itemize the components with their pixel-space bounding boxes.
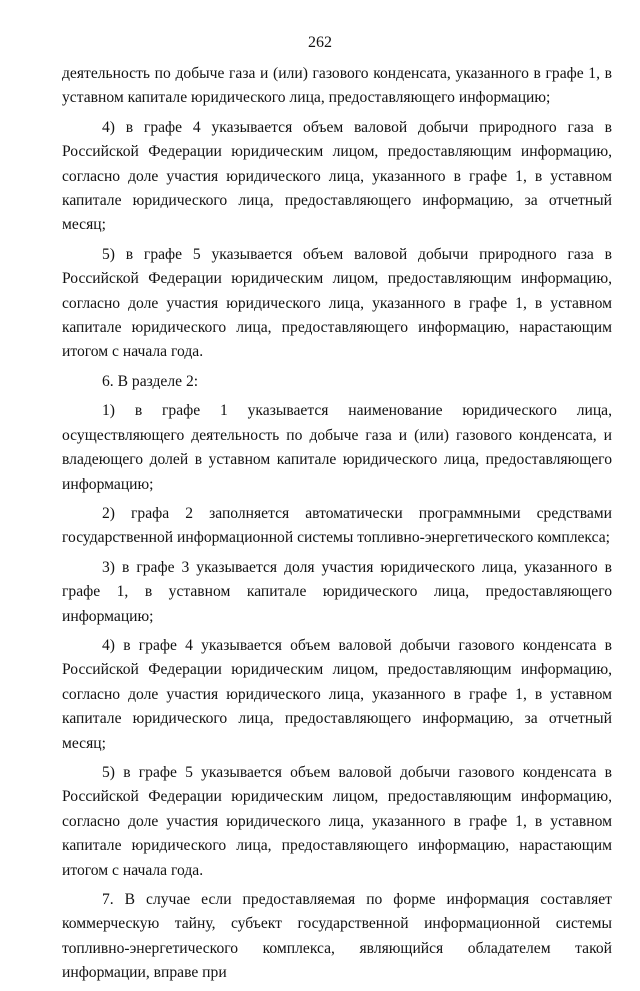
paragraph-section-7: 7. В случае если предоставляемая по форме информация составляет коммерческую тайну, субъект государственной информационной системы топливно-энергетического комплекса, являющийся обладателем такой информации, вправе при <box>62 891 612 982</box>
paragraph-item-3-section-2: 3) в графе 3 указывается доля участия юридического лица, указанного в графе 1, в уставном капитале юридического лица, предоставляющего информацию; <box>62 558 612 625</box>
paragraph-item-2-section-2: 2) графа 2 заполняется автоматически программными средствами государственной информационной системы топливно-энергетического комплекса; <box>62 504 612 547</box>
page-number: 262 <box>308 34 332 51</box>
paragraph-section-6-heading: 6. В разделе 2: <box>102 372 199 390</box>
paragraph-item-5-condensate: 5) в графе 5 указывается объем валовой добычи газового конденсата в Российской Федерации юридическим лицом, предоставляющим информацию, согласно доле участия юридического лица, указанного в графе 1, в уставном капитале юридического лица, предоставляющего информацию, нарастающим итогом с начала года. <box>62 763 612 879</box>
paragraph-continuation: деятельность по добыче газа и (или) газового конденсата, указанного в графе 1, в уставном капитале юридического лица, предоставляющего информацию; <box>62 65 612 107</box>
paragraph-item-1-section-2: 1) в графе 1 указывается наименование юридического лица, осуществляющего деятельность по добыче газа и (или) газового конденсата, и владеющего долей в уставном капитале юридического лица, предоставляющего информацию; <box>62 402 612 493</box>
paragraph-item-4-condensate: 4) в графе 4 указывается объем валовой добычи газового конденсата в Российской Федерации юридическим лицом, предоставляющим информацию, согласно доле участия юридического лица, указанного в графе 1, в уставном капитале юридического лица, предоставляющего информацию, за отчетный месяц; <box>62 636 612 752</box>
document-body <box>62 62 612 991</box>
paragraph-item-4-natural-gas: 4) в графе 4 указывается объем валовой добычи природного газа в Российской Федерации юридическим лицом, предоставляющим информацию, согласно доле участия юридического лица, указанного в графе 1, в уставном капитале юридического лица, предоставляющего информацию, за отчетный месяц; <box>62 118 612 234</box>
paragraph-item-5-natural-gas: 5) в графе 5 указывается объем валовой добычи природного газа в Российской Федерации юридическим лицом, предоставляющим информацию, согласно доле участия юридического лица, указанного в графе 1, в уставном капитале юридического лица, предоставляющего информацию, нарастающим итогом с начала года. <box>62 245 612 361</box>
